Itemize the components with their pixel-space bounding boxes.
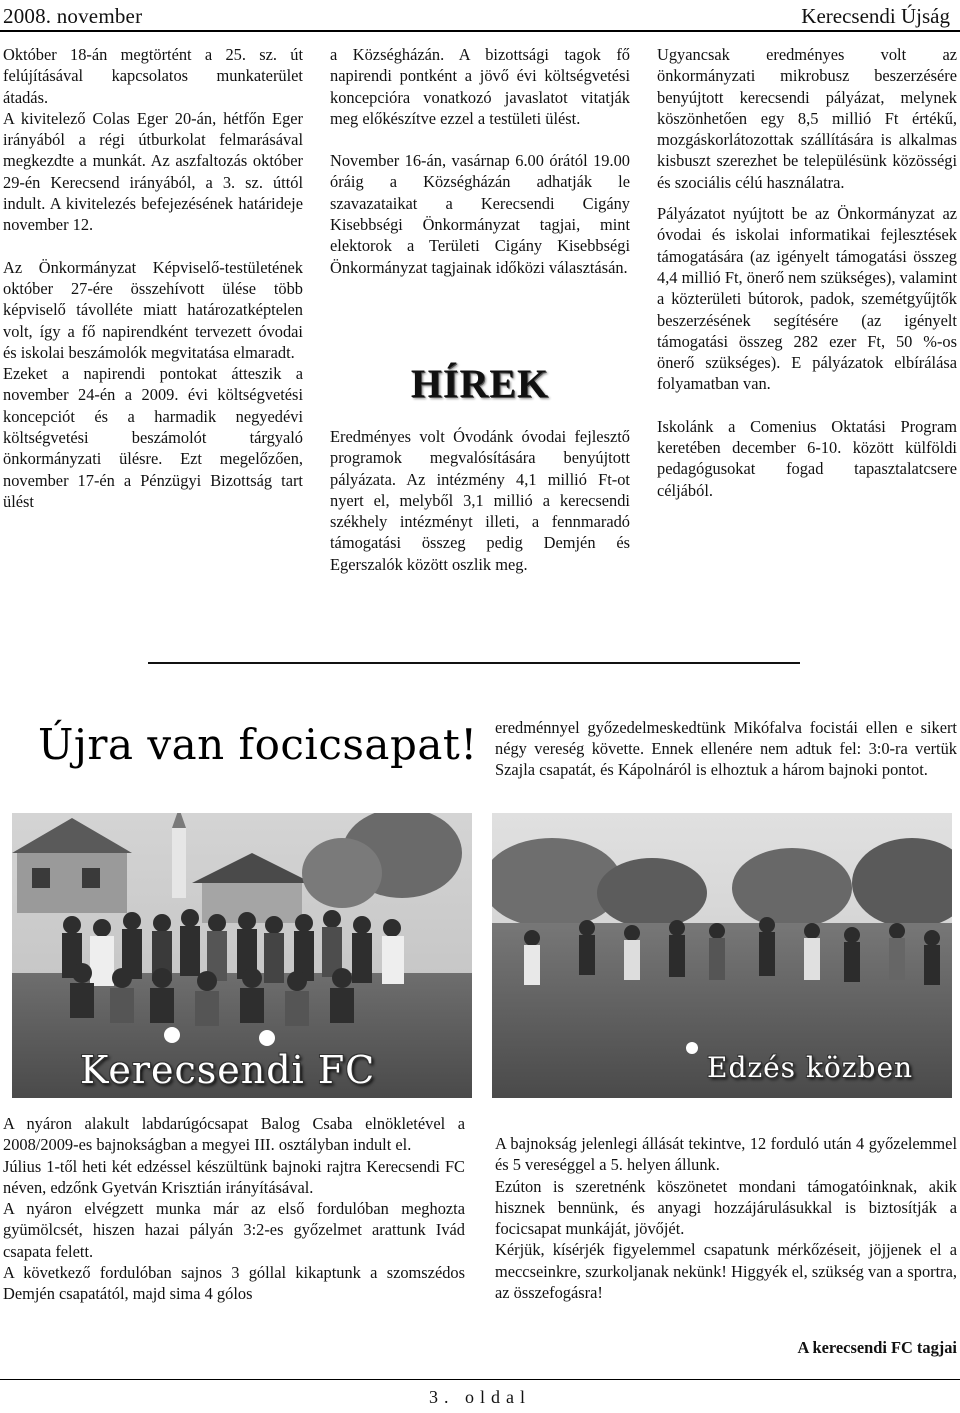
column-2-paragraph: a Községházán. A bizottsági tagok fő napirendi pontként a jövő évi költségvetési koncepcióra vonatkozó javaslatot vitatják meg előkészítve ezzel a testületi ülést. [330, 45, 630, 128]
football-paragraph: Július 1-től heti két edzéssel készültünk bajnoki rajtra Kerecsendi FC néven, edzőnk Gyetván Krisztián irányításával. [3, 1156, 465, 1197]
football-paragraph: Kérjük, kísérjék figyelemmel csapatunk mérkőzéseit, jöjjenek el a meccseinkre, szurkoljanak nekünk! Higgyék el, szükség van a sportra, az összefogásra! [495, 1240, 957, 1303]
issue-date: 2008. november [3, 4, 143, 28]
column-2-paragraph: November 16-án, vasárnap 6.00 órától 19.00 óráig a Községházán adhatják le szavazataikat a Kerecsendi Cigány Kisebbségi Önkormányzat tagjai, mint elektorok a Területi Cigány Kisebbségi Önkormányzat tagjainak időközi választásán. [330, 151, 630, 277]
football-intro-continued: eredménnyel győzedelmeskedtünk Mikófalva focistái ellen e sikert négy vereség követte. Ennek ellenére nem adtuk fel: 3:0-ra vertük Szajla csapatát, és Kápolnáról is elhoztuk a három bajnoki pontot. [495, 718, 957, 779]
newspaper-name: Kerecsendi Újság [801, 4, 950, 28]
football-article-right [495, 1133, 957, 1303]
column-3-paragraph: Pályázatot nyújtott be az Önkormányzat az óvodai és iskolai informatikai fejlesztések támogatására (az igényelt támogatási összeg 4,4 millió Ft, önerő nem szükséges), valamint a közterületi bútorok, padok, szemétgyűjtők beszerzésének segítésére (az igényelt támogatási összeg 282 ezer Ft, 50 %-os önerő szükséges). E pályázatok elbírálása folyamatban van. [657, 204, 957, 394]
football-paragraph: A következő fordulóban sajnos 3 góllal kikaptunk a szomszédos Demjén csapatától, majd sima 4 gólos [3, 1263, 465, 1304]
training-photo [492, 813, 952, 1098]
football-paragraph: A nyáron alakult labdarúgócsapat Balog Csaba elnökletével a 2008/2009-es bajnokságban a megyei III. osztályban indult el. [3, 1114, 465, 1155]
football-paragraph: A bajnokság jelenlegi állását tekintve, 12 forduló után 4 győzelemmel és 5 vereséggel a 5. helyen állunk. [495, 1134, 957, 1175]
section-divider [148, 662, 800, 664]
column-1-paragraph: Ezeket a napirendi pontokat átteszik a november 24-én a 2009. évi költségvetési koncepciót és a harmadik negyedévi költségvetési beszámolót tárgyaló önkormányzati ülésre. Ezt megelőzően, november 17-én a Pénzügyi Bizottság tart ülést [3, 364, 303, 511]
team-photo [12, 813, 472, 1098]
header-divider [0, 30, 960, 32]
footer-divider [0, 1379, 960, 1380]
column-1-paragraph: A kivitelező Colas Eger 20-án, hétfőn Eger irányából a régi útburkolat felmarásával megkezdte a munkát. Az aszfaltozás október 29-én Kerecsend irányából, a 3. sz. úttól indult. A kivitelezés befejezésének határideje november 12. [3, 108, 303, 235]
news-section-title: HÍREK [410, 361, 550, 406]
column-1-paragraph: Október 18-án megtörtént a 25. sz. út felújításával kapcsolatos munkaterület átadás. [3, 45, 303, 107]
column-1 [3, 44, 303, 512]
column-2-news [330, 426, 630, 575]
football-article-left [3, 1113, 465, 1305]
football-article-title: Újra van focicsapat! [38, 720, 478, 769]
page-number: 3. oldal [429, 1387, 531, 1407]
column-3-paragraph: Iskolánk a Comenius Oktatási Program keretében december 6-10. között külföldi pedagógusokat fogad tapasztalatcsere céljából. [657, 416, 957, 500]
football-paragraph: A nyáron elvégzett munka már az első fordulóban meghozta gyümölcsét, hiszen hazai pályán 3:2-es győzelmet arattunk Ivád csapata felett. [3, 1199, 465, 1261]
team-photo-caption: Kerecsendi FC [80, 1048, 376, 1092]
column-1-paragraph: Az Önkormányzat Képviselő-testületének október 27-ére összehívott ülése több képviselő távolléte miatt határozatképtelen volt, így a fő napirendként tervezett óvodai és iskolai beszámolók megvitatása elmaradt. [3, 257, 303, 362]
training-photo-caption: Edzés közben [707, 1051, 914, 1084]
football-paragraph: Ezúton is szeretnénk köszönetet mondani támogatóinknak, akik hisznek bennünk, és anyagi hozzájárulásukkal is biztosítják a focicsapat munkáját, jövőjét. [495, 1176, 957, 1239]
column-3-paragraph: Ugyancsak eredményes volt az önkormányzati mikrobusz beszerzésére benyújtott kerecsendi pályázat, melynek köszönhetően egy 8,5 millió Ft értékű, mozgáskorlátozottak szállítására is alkalmas kisbuszt szerezhet be településünk közösségi és szociális célú használatra. [657, 45, 957, 192]
column-2-paragraph: Eredményes volt Óvodánk óvodai fejlesztő programok megvalósítására benyújtott pályázata. Az intézmény 4,1 millió Ft-ot nyert el, melyből 3,1 millió a kerecsendi székhely intézményt illeti, a fennmaradó támogatási összeg pedig Demjén és Egerszalók között oszlik meg. [330, 427, 630, 574]
column-2 [330, 44, 630, 278]
column-3 [657, 44, 957, 501]
article-signature: A kerecsendi FC tagjai [797, 1338, 957, 1357]
